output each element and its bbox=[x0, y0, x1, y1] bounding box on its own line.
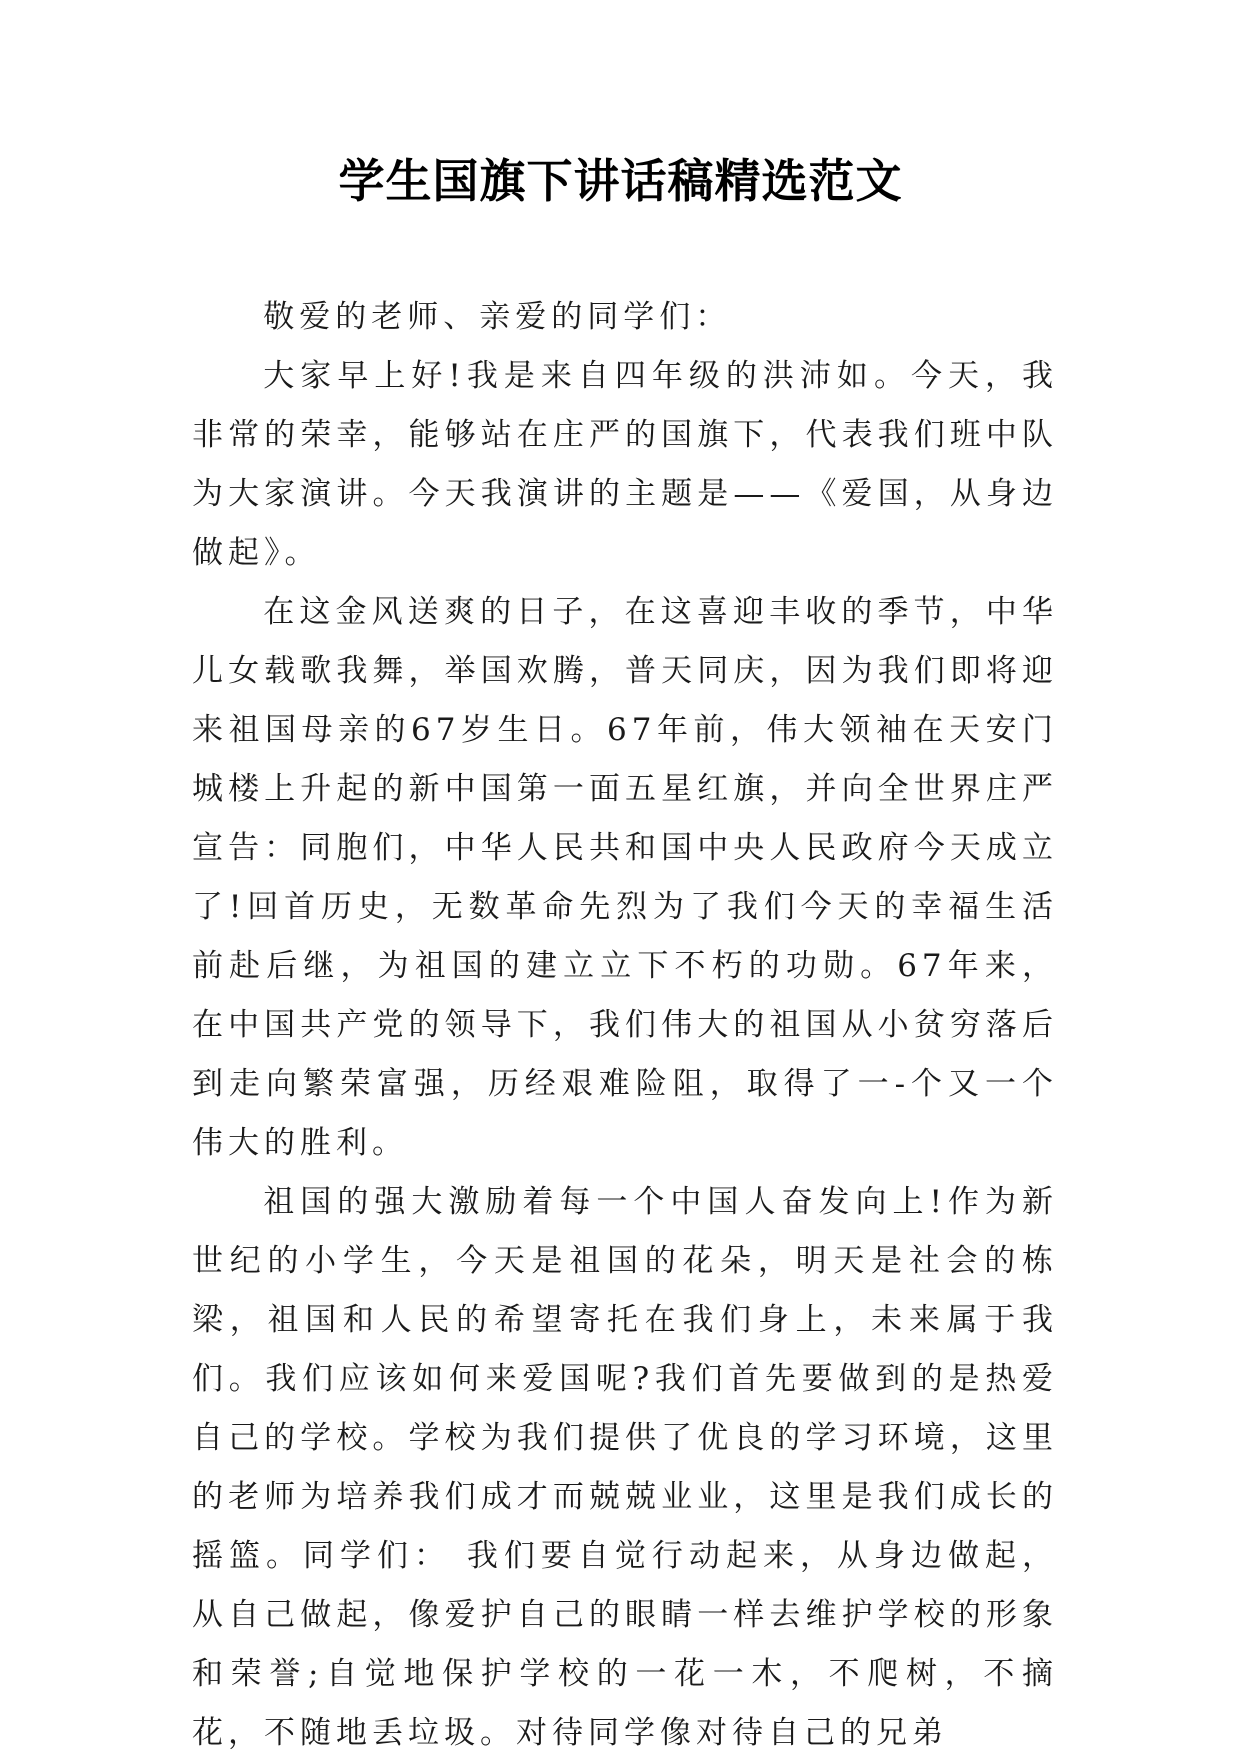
paragraph-introduction: 大家早上好!我是来自四年级的洪沛如。今天，我非常的荣幸，能够站在庄严的国旗下，代表我们班中队为大家演讲。今天我演讲的主题是——《爱国，从身边做起》。 bbox=[192, 358, 1058, 571]
document-title: 学生国旗下讲话稿精选范文 bbox=[338, 154, 903, 208]
document-body bbox=[192, 288, 1058, 1763]
paragraph-love-school: 祖国的强大激励着每一个中国人奋发向上!作为新世纪的小学生，今天是祖国的花朵，明天是社会的栋梁，祖国和人民的希望寄托在我们身上，未来属于我们。我们应该如何来爱国呢?我们首先要做到的是热爱自己的学校。学校为我们提供了优良的学习环境，这里的老师为培养我们成才而兢兢业业，这里是我们成长的摇篮。同学们： 我们要自觉行动起来，从身边做起，从自己做起，像爱护自己的眼睛一样去维护学校的形象和荣誉;自觉地保护学校的一花一木，不爬树，不摘花，不随地丢垃圾。对待同学像对待自己的兄弟 bbox=[192, 1184, 1058, 1751]
paragraph-history: 在这金风送爽的日子，在这喜迎丰收的季节，中华儿女载歌我舞，举国欢腾，普天同庆，因为我们即将迎来祖国母亲的67岁生日。67年前，伟大领袖在天安门城楼上升起的新中国第一面五星红旗，并向全世界庄严宣告：同胞们，中华人民共和国中央人民政府今天成立了!回首历史，无数革命先烈为了我们今天的幸福生活前赴后继，为祖国的建立立下不朽的功勋。67年来，在中国共产党的领导下，我们伟大的祖国从小贫穷落后到走向繁荣富强，历经艰难险阻，取得了一-个又一个伟大的胜利。 bbox=[192, 594, 1058, 1161]
paragraph-salutation: 敬爱的老师、亲爱的同学们： bbox=[263, 299, 732, 335]
